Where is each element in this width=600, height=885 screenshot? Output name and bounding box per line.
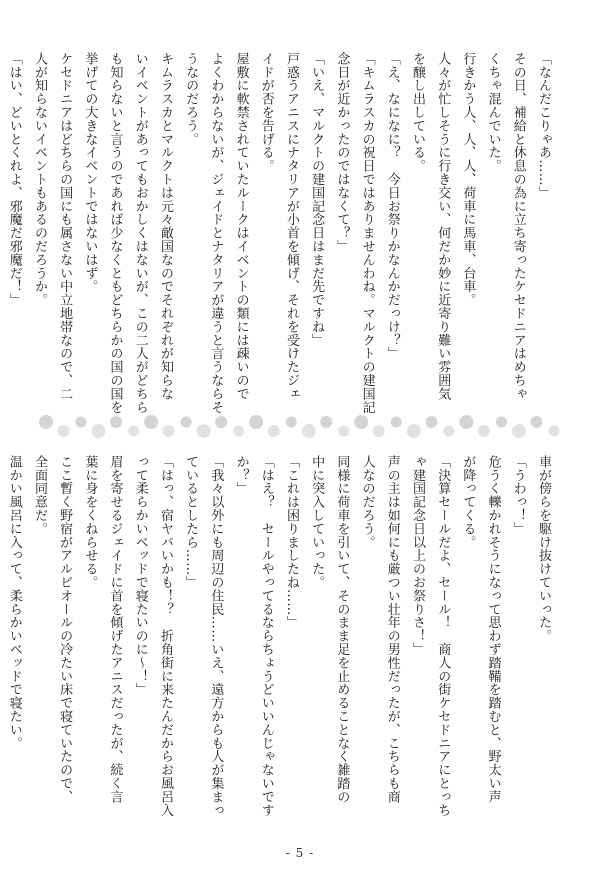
text-column: 「はえ？ セールやってるならちょうどいいんじゃないです xyxy=(258,455,274,817)
text-column: が降ってくる。 xyxy=(460,455,476,549)
divider-dot xyxy=(391,417,402,428)
divider-dot xyxy=(181,417,192,428)
text-column: よくわからないが、ジェイドとナタリアが違うと言うならそ xyxy=(208,52,224,414)
text-column: うなのだろう。 xyxy=(183,52,199,146)
divider-dot xyxy=(302,424,316,438)
text-column: 「なんだこりゃあ……」 xyxy=(536,52,551,200)
text-column: 危うく轢かれそうになって思わず踏鞴を踏むと、野太い声 xyxy=(485,455,501,804)
divider-dot xyxy=(58,425,70,437)
text-column: 「はい、どいとくれよ、邪魔だ邪魔だ！」 xyxy=(6,52,22,307)
divider-dot xyxy=(512,424,526,438)
text-column: を醸し出している。 xyxy=(409,52,425,173)
text-column: 人なのだろう。 xyxy=(359,455,375,549)
text-column: 眉を寄せるジェイドに首を傾げたアニスだったが、続く言 xyxy=(107,455,123,804)
divider-dot xyxy=(320,416,332,428)
divider-dot xyxy=(249,415,263,429)
divider-dot xyxy=(268,425,280,437)
text-column xyxy=(0,455,2,800)
text-block-upper xyxy=(6,52,556,414)
text-column: か？」 xyxy=(233,455,249,496)
divider-dot xyxy=(549,426,560,437)
text-column: 「うわっ！」 xyxy=(510,455,526,536)
divider-dot xyxy=(39,415,53,429)
divider-dot xyxy=(163,425,175,437)
text-column: 「いえ、マルクトの建国記念日はまだ先ですね」 xyxy=(309,52,325,347)
text-column: 行きかう人、人、人、荷車に馬車、台車。 xyxy=(460,52,476,307)
text-column: 車が傍らを駆け抜けていった。 xyxy=(536,455,551,643)
text-column: 声の主は如何にも厳つい壮年の男性だったが、こちらも商 xyxy=(384,455,400,804)
text-column: 葉に身をくねらせる。 xyxy=(82,455,98,589)
divider-dot xyxy=(373,425,385,437)
divider-dot xyxy=(286,417,297,428)
divider-dot xyxy=(92,424,106,438)
divider-dot xyxy=(478,425,490,437)
divider-dot xyxy=(443,426,454,437)
text-column: ここ暫く野宿がアルビオールの冷たい床で寝ていたので、 xyxy=(57,455,73,804)
text-column: 中に突入していった。 xyxy=(309,455,325,589)
divider-dot xyxy=(407,424,421,438)
text-column: 「これは困りましたね……」 xyxy=(283,455,299,630)
text-column: も知らないと言うのであれば少なくともどちらかの国の国を xyxy=(107,52,123,414)
text-column: 「決算セールだよ、セール！ 商人の街ケセドニアにとっち xyxy=(435,455,451,817)
divider-dot xyxy=(215,416,227,428)
text-column: イドが否を告げる。 xyxy=(258,52,274,173)
divider-dot xyxy=(233,426,244,437)
divider-dot xyxy=(531,416,543,428)
text-column: 同様に荷車を引いて、そのまま足を止めることなく雑踏の xyxy=(334,455,350,804)
text-column: 全面同意だ。 xyxy=(31,455,47,536)
text-column: キムラスカとマルクトは元々敵国なのでそれぞれが知らな xyxy=(157,52,173,401)
text-block-lower xyxy=(6,455,556,817)
text-column: くちゃ混んでいた。 xyxy=(485,52,501,173)
text-column xyxy=(0,52,2,397)
text-column: 「え、なになに？ 今日お祭りかなんかだっけ？」 xyxy=(384,52,400,361)
divider-dot xyxy=(76,417,87,428)
text-column: 念日が近かったのではなくて？」 xyxy=(334,52,350,253)
text-column: 「キムラスカの祝日ではありませんわね。マルクトの建国記 xyxy=(359,52,375,414)
text-column: 屋敷に軟禁されていたルークはイベントの類には疎いので xyxy=(233,52,249,401)
text-column: 「我々以外にも周辺の住民……いえ、遠方からも人が集まっ xyxy=(208,455,224,817)
divider-dot xyxy=(110,416,122,428)
text-column: 戸惑うアニスにナタリアが小首を傾げ、それを受けたジェ xyxy=(283,52,299,401)
text-column: って柔らかいベッドで寝たいのに〜！」 xyxy=(132,455,148,697)
divider-dot xyxy=(128,426,139,437)
text-column: 挙げての大きなイベントではないはず。 xyxy=(82,52,98,294)
text-column: 温かい風呂に入って、柔らかいベッドで寝たい。 xyxy=(6,455,22,750)
text-column: ているとしたら……」 xyxy=(183,455,199,589)
text-column: 人々が忙しそうに行き交い、何だか妙に近寄り難い雰囲気 xyxy=(435,52,451,401)
divider-dot xyxy=(354,415,368,429)
text-column: 「はっ、宿ヤバいかも！？ 折角街に来たんだからお風呂入 xyxy=(157,455,173,817)
divider-dot xyxy=(144,415,158,429)
divider-dot xyxy=(425,416,437,428)
divider-dot xyxy=(496,417,507,428)
divider-dot xyxy=(197,424,211,438)
divider-dot xyxy=(459,415,473,429)
page-number: - 5 - xyxy=(285,846,315,860)
text-column: ケセドニアはどちらの国にも属さない中立地帯なので、二 xyxy=(57,52,73,401)
text-column: ゃ建国記念日以上のお祭りさ！」 xyxy=(409,455,425,656)
text-column: その日、補給と休息の為に立ち寄ったケセドニアはめちゃ xyxy=(510,52,526,401)
text-column: 人が知らないイベントもあるのだろうか。 xyxy=(31,52,47,307)
divider-dot xyxy=(338,426,349,437)
dotted-divider xyxy=(40,410,560,444)
text-column: いイベントがあってもおかしくはないが、この二人がどちら xyxy=(132,52,148,414)
